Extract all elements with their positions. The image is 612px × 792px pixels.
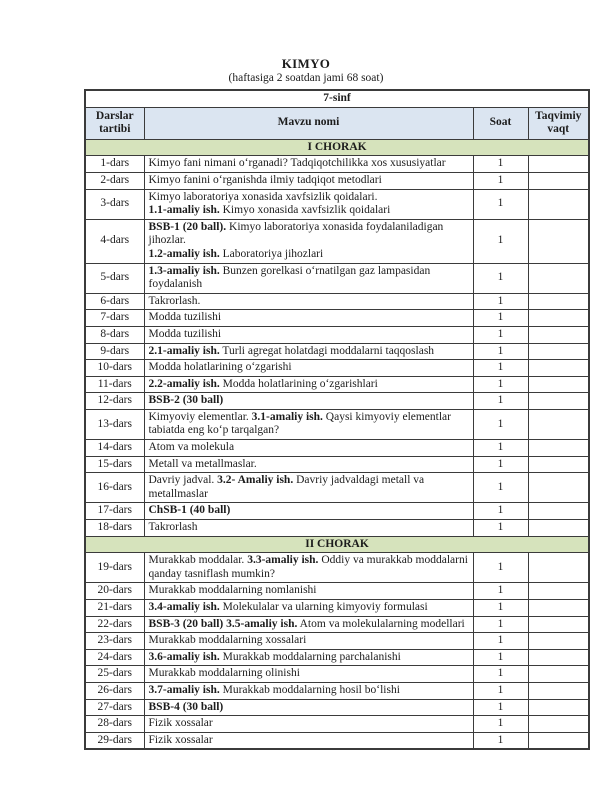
lesson-order: 23-dars <box>85 633 144 650</box>
lesson-topic <box>144 473 473 503</box>
topic-segment: Murakkab moddalarning xossalari <box>148 634 307 647</box>
lesson-order: 29-dars <box>85 732 144 749</box>
table-row <box>85 649 589 666</box>
lesson-order: 26-dars <box>85 682 144 699</box>
topic-segment: BSB-1 (20 ball). <box>148 220 227 233</box>
lesson-topic <box>144 189 473 219</box>
topic-segment: Oddiy va murakkab moddalarni qanday tasniflash mumkin? <box>148 554 468 580</box>
lesson-hours: 1 <box>473 633 528 650</box>
lesson-topic <box>144 503 473 520</box>
lesson-date-cell <box>528 360 589 377</box>
topic-segment: 3.2- Amaliy ish. <box>217 474 294 487</box>
lesson-topic <box>144 376 473 393</box>
topic-segment: BSB-4 (30 ball) <box>148 700 224 713</box>
curriculum-table <box>84 89 590 750</box>
table-row <box>85 666 589 683</box>
lesson-order: 27-dars <box>85 699 144 716</box>
lesson-date-cell <box>528 666 589 683</box>
table-row <box>85 583 589 600</box>
table-row <box>85 156 589 173</box>
lesson-order: 19-dars <box>85 553 144 583</box>
lesson-date-cell <box>528 633 589 650</box>
lesson-order: 1-dars <box>85 156 144 173</box>
lesson-order: 22-dars <box>85 616 144 633</box>
topic-segment: Takrorlash <box>148 521 198 534</box>
lesson-date-cell <box>528 699 589 716</box>
lesson-order: 7-dars <box>85 310 144 327</box>
table-row <box>85 682 589 699</box>
lesson-order: 25-dars <box>85 666 144 683</box>
lesson-order: 6-dars <box>85 293 144 310</box>
topic-segment: Modda tuzilishi <box>148 327 222 340</box>
table-row <box>85 716 589 733</box>
topic-segment: Kimyo laboratoriya xonasida xavfsizlik qoidalari. <box>148 190 378 203</box>
lesson-date-cell <box>528 263 589 293</box>
lesson-hours: 1 <box>473 732 528 749</box>
table-row <box>85 326 589 343</box>
lesson-order: 12-dars <box>85 393 144 410</box>
lesson-date-cell <box>528 189 589 219</box>
topic-segment: 2.2-amaliy ish. <box>148 377 220 390</box>
lesson-date-cell <box>528 409 589 439</box>
topic-segment: 1.2-amaliy ish. <box>148 247 220 260</box>
topic-segment: Turli agregat holatdagi moddalarni taqqoslash <box>219 344 435 357</box>
table-row <box>85 456 589 473</box>
table-body <box>85 139 589 749</box>
table-row <box>85 440 589 457</box>
lesson-order: 17-dars <box>85 503 144 520</box>
topic-segment: 1.3-amaliy ish. <box>148 264 220 277</box>
lesson-hours: 1 <box>473 219 528 263</box>
topic-segment: Kimyo laboratoriya xonasida foydalaniladigan jihozlar. <box>148 220 444 247</box>
topic-segment: Fizik xossalar <box>148 717 213 730</box>
lesson-hours: 1 <box>473 156 528 173</box>
table-row <box>85 310 589 327</box>
lesson-hours: 1 <box>473 649 528 666</box>
table-row <box>85 172 589 189</box>
topic-segment: 3.3-amaliy ish. <box>247 554 319 567</box>
lesson-order: 13-dars <box>85 409 144 439</box>
lesson-topic <box>144 649 473 666</box>
table-row <box>85 409 589 439</box>
lesson-date-cell <box>528 716 589 733</box>
lesson-hours: 1 <box>473 326 528 343</box>
lesson-topic <box>144 456 473 473</box>
lesson-date-cell <box>528 473 589 503</box>
topic-segment: ChSB-1 (40 ball) <box>148 504 231 517</box>
lesson-date-cell <box>528 583 589 600</box>
lesson-date-cell <box>528 172 589 189</box>
lesson-date-cell <box>528 219 589 263</box>
lesson-hours: 1 <box>473 409 528 439</box>
topic-segment: Davriy jadval. <box>148 474 218 487</box>
lesson-hours: 1 <box>473 172 528 189</box>
grade-header: 7-sinf <box>85 90 589 107</box>
lesson-topic <box>144 343 473 360</box>
lesson-hours: 1 <box>473 310 528 327</box>
section-header: II CHORAK <box>85 536 589 553</box>
topic-segment: 3.1-amaliy ish. <box>251 410 323 423</box>
topic-segment: 1.1-amaliy ish. <box>148 204 220 217</box>
lesson-hours: 1 <box>473 520 528 537</box>
lesson-hours: 1 <box>473 553 528 583</box>
lesson-topic <box>144 219 473 263</box>
lesson-order: 10-dars <box>85 360 144 377</box>
lesson-hours: 1 <box>473 616 528 633</box>
table-row <box>85 473 589 503</box>
lesson-topic <box>144 156 473 173</box>
topic-segment: Murakkab moddalarning olinishi <box>148 667 300 680</box>
lesson-date-cell <box>528 440 589 457</box>
section-row <box>85 536 589 553</box>
col-header-darslar-tartibi: Darslar tartibi <box>85 107 144 139</box>
topic-segment: Modda holatlarining oʻzgarishlari <box>219 377 378 390</box>
lesson-hours: 1 <box>473 393 528 410</box>
section-row <box>85 139 589 156</box>
lesson-order: 4-dars <box>85 219 144 263</box>
topic-segment: 2.1-amaliy ish. <box>148 344 220 357</box>
topic-segment: BSB-3 (20 ball) 3.5-amaliy ish. <box>148 617 298 630</box>
topic-segment: Laboratoriya jihozlari <box>219 247 324 260</box>
lesson-date-cell <box>528 503 589 520</box>
lesson-date-cell <box>528 732 589 749</box>
lesson-date-cell <box>528 520 589 537</box>
col-header-soat: Soat <box>473 107 528 139</box>
topic-segment: Modda tuzilishi <box>148 311 222 324</box>
table-row <box>85 343 589 360</box>
table-row <box>85 263 589 293</box>
lesson-order: 11-dars <box>85 376 144 393</box>
table-row <box>85 376 589 393</box>
lesson-hours: 1 <box>473 440 528 457</box>
lesson-order: 18-dars <box>85 520 144 537</box>
lesson-topic <box>144 409 473 439</box>
lesson-order: 28-dars <box>85 716 144 733</box>
lesson-date-cell <box>528 600 589 617</box>
topic-segment: 3.7-amaliy ish. <box>148 683 220 696</box>
lesson-hours: 1 <box>473 473 528 503</box>
lesson-hours: 1 <box>473 682 528 699</box>
topic-segment: Kimyo fani nimani oʻrganadi? Tadqiqotchilikka xos xususiyatlar <box>148 157 446 170</box>
lesson-topic <box>144 172 473 189</box>
topic-segment: Murakkab moddalarning parchalanishi <box>219 650 401 663</box>
topic-segment: Qaysi kimyoviy elementlar tabiatda eng koʻp tarqalgan? <box>148 410 451 437</box>
lesson-date-cell <box>528 310 589 327</box>
lesson-topic <box>144 263 473 293</box>
lesson-date-cell <box>528 376 589 393</box>
lesson-date-cell <box>528 682 589 699</box>
lesson-topic <box>144 699 473 716</box>
lesson-hours: 1 <box>473 189 528 219</box>
table-row <box>85 553 589 583</box>
lesson-topic <box>144 600 473 617</box>
table-row <box>85 600 589 617</box>
lesson-date-cell <box>528 326 589 343</box>
lesson-date-cell <box>528 553 589 583</box>
topic-segment: Atom va molekulalarning modellari <box>297 617 465 630</box>
section-header: I CHORAK <box>85 139 589 156</box>
lesson-order: 16-dars <box>85 473 144 503</box>
lesson-hours: 1 <box>473 666 528 683</box>
lesson-order: 3-dars <box>85 189 144 219</box>
lesson-topic <box>144 393 473 410</box>
grade-header-row <box>85 90 589 107</box>
lesson-hours: 1 <box>473 360 528 377</box>
topic-segment: Kimyoviy elementlar. <box>148 410 252 423</box>
col-header-taqvimiy-vaqt: Taqvimiy vaqt <box>528 107 589 139</box>
table-row <box>85 633 589 650</box>
topic-segment: Fizik xossalar <box>148 733 213 746</box>
lesson-order: 2-dars <box>85 172 144 189</box>
topic-segment: Takrorlash. <box>148 294 201 307</box>
lesson-topic <box>144 310 473 327</box>
table-row <box>85 189 589 219</box>
topic-segment: Bunzen gorelkasi oʻrnatilgan gaz lampasidan foydalanish <box>148 264 431 291</box>
lesson-topic <box>144 553 473 583</box>
lesson-topic <box>144 326 473 343</box>
topic-segment: 3.6-amaliy ish. <box>148 650 220 663</box>
lesson-topic <box>144 616 473 633</box>
lesson-hours: 1 <box>473 583 528 600</box>
page-title: KIMYO <box>281 56 331 71</box>
lesson-hours: 1 <box>473 699 528 716</box>
table-row <box>85 360 589 377</box>
topic-segment: Murakkab moddalarning hosil boʻlishi <box>219 683 400 696</box>
topic-segment: Modda holatlarining oʻzgarishi <box>148 361 292 374</box>
lesson-order: 5-dars <box>85 263 144 293</box>
topic-segment: Metall va metallmaslar. <box>148 457 257 470</box>
lesson-date-cell <box>528 456 589 473</box>
lesson-order: 9-dars <box>85 343 144 360</box>
title-block <box>0 0 612 85</box>
lesson-order: 21-dars <box>85 600 144 617</box>
lesson-order: 20-dars <box>85 583 144 600</box>
col-header-mavzu-nomi: Mavzu nomi <box>144 107 473 139</box>
lesson-topic <box>144 716 473 733</box>
lesson-hours: 1 <box>473 263 528 293</box>
lesson-hours: 1 <box>473 456 528 473</box>
lesson-order: 8-dars <box>85 326 144 343</box>
lesson-topic <box>144 666 473 683</box>
topic-segment: Kimyo fanini oʻrganishda ilmiy tadqiqot metodlari <box>148 173 382 186</box>
lesson-topic <box>144 520 473 537</box>
topic-segment: BSB-2 (30 ball) <box>148 394 224 407</box>
page-subtitle: (haftasiga 2 soatdan jami 68 soat) <box>228 72 384 84</box>
table-row <box>85 393 589 410</box>
lesson-hours: 1 <box>473 600 528 617</box>
lesson-date-cell <box>528 616 589 633</box>
lesson-topic <box>144 583 473 600</box>
topic-segment: 3.4-amaliy ish. <box>148 601 220 613</box>
lesson-date-cell <box>528 649 589 666</box>
lesson-topic <box>144 360 473 377</box>
lesson-date-cell <box>528 343 589 360</box>
lesson-hours: 1 <box>473 293 528 310</box>
topic-segment: Kimyo xonasida xavfsizlik qoidalari <box>219 204 391 217</box>
table-row <box>85 732 589 749</box>
lesson-date-cell <box>528 293 589 310</box>
lesson-topic <box>144 293 473 310</box>
table-row <box>85 219 589 263</box>
table-row <box>85 616 589 633</box>
lesson-order: 14-dars <box>85 440 144 457</box>
column-header-row <box>85 107 589 139</box>
topic-segment: Molekulalar va ularning kimyoviy formulasi <box>219 601 428 613</box>
lesson-order: 15-dars <box>85 456 144 473</box>
lesson-hours: 1 <box>473 503 528 520</box>
lesson-order: 24-dars <box>85 649 144 666</box>
lesson-hours: 1 <box>473 343 528 360</box>
lesson-topic <box>144 682 473 699</box>
lesson-topic <box>144 440 473 457</box>
topic-segment: Murakkab moddalarning nomlanishi <box>148 584 317 597</box>
lesson-date-cell <box>528 156 589 173</box>
table-row <box>85 520 589 537</box>
table-row <box>85 699 589 716</box>
lesson-topic <box>144 732 473 749</box>
topic-segment: Davriy jadvaldagi metall va metallmaslar <box>148 474 425 500</box>
lesson-hours: 1 <box>473 716 528 733</box>
table-row <box>85 293 589 310</box>
table-row <box>85 503 589 520</box>
topic-segment: Murakkab moddalar. <box>148 554 248 567</box>
lesson-hours: 1 <box>473 376 528 393</box>
lesson-date-cell <box>528 393 589 410</box>
topic-segment: Atom va molekula <box>148 441 235 454</box>
lesson-topic <box>144 633 473 650</box>
